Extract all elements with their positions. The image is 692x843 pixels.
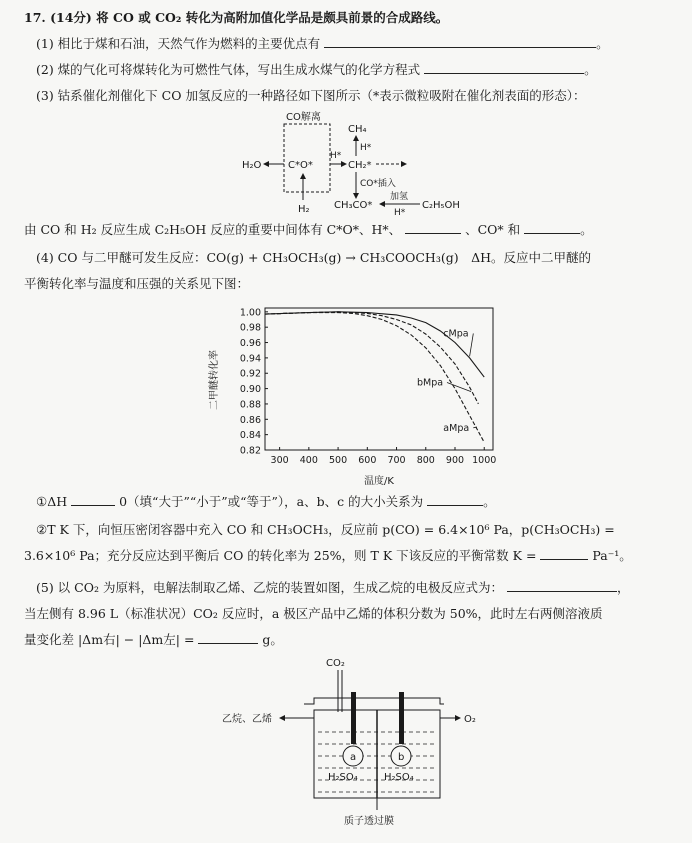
ch3co-label: CH₃CO* <box>334 200 373 211</box>
o2-label: O₂ <box>464 714 476 725</box>
part4-q2-line2b: Pa⁻¹。 <box>592 548 632 563</box>
co-insert-label: CO*插入 <box>360 179 396 189</box>
co-dissociation-box <box>284 124 330 192</box>
answer-blank-5a[interactable] <box>507 591 617 592</box>
electrode-b-label: b <box>398 752 405 763</box>
part5-line3 <box>24 632 283 648</box>
electrode-b-rod <box>399 692 404 744</box>
co-hydrogenation-pathway <box>240 108 490 216</box>
part1-line: (1) 相比于煤和石油，天然气作为燃料的主要优点有 。 <box>36 36 609 51</box>
part2-text: (2) 煤的气化可将煤转化为可燃性气体，写出生成水煤气的化学方程式 <box>36 62 421 77</box>
right-solution-label: H₂SO₄ <box>384 772 414 783</box>
part3-intermediates-pre: 由 CO 和 H₂ 反应生成 C₂H₅OH 反应的重要中间体有 C*O*、H*、 <box>24 222 402 237</box>
series-label-b: bMpa <box>417 377 444 389</box>
x-tick-label: 400 <box>299 455 318 466</box>
ch2-label: CH₂* <box>348 160 372 171</box>
answer-blank-3a[interactable] <box>405 233 461 234</box>
y-tick-label: 0.88 <box>239 399 261 411</box>
answer-blank-4b[interactable] <box>427 505 483 506</box>
part3-intermediates-line: 由 CO 和 H₂ 反应生成 C₂H₅OH 反应的重要中间体有 C*O*、H*、 、CO* 和 。 <box>24 222 593 237</box>
x-tick-label: 700 <box>387 455 406 466</box>
series-line-bMpa <box>265 312 478 404</box>
part3-text: (3) 钴系催化剂催化下 CO 加氢反应的一种路径如下图所示（*表示微粒吸附在催化剂表面的形态）： <box>36 88 586 103</box>
co2-inlet-label: CO₂ <box>326 658 345 669</box>
chart-series-labels <box>417 328 477 433</box>
part5-line1-text: (5) 以 CO₂ 为原料，电解法制取乙烯、乙烷的装置如图，生成乙烷的电极反应式为： <box>36 580 503 595</box>
series-label-c: cMpa <box>443 328 469 340</box>
part5-line2: 当左侧有 8.96 L（标准状况）CO₂ 反应时，a 极区产品中乙烯的体积分数为 50%，此时左右两侧溶液质 <box>24 606 603 621</box>
y-tick-label: 0.82 <box>239 445 261 457</box>
part4-q2-line1: ②T K 下，向恒压密闭容器中充入 CO 和 CH₃OCH₃，反应前 p(CO) = 6.4×10⁶ Pa，p(CH₃OCH₃) = <box>36 522 615 537</box>
hstar-label: H* <box>330 151 342 161</box>
x-tick-label: 500 <box>329 455 348 466</box>
y-tick-label: 0.98 <box>239 322 261 334</box>
part4-line2: 平衡转化率与温度和压强的关系见下图： <box>24 276 250 291</box>
answer-blank-4a[interactable] <box>71 505 115 506</box>
part4-q1-a: ①ΔH <box>36 494 68 509</box>
x-tick-label: 1000 <box>472 455 497 466</box>
coo-label: C*O* <box>288 160 313 171</box>
chart-ylabel: 二甲醚转化率 <box>209 350 220 410</box>
ch4-label: CH₄ <box>348 124 367 135</box>
conversion-chart <box>205 298 505 486</box>
co-dissociation-label: CO解离 <box>286 112 321 123</box>
membrane-label: 质子透过膜 <box>344 816 394 827</box>
series-label-a: aMpa <box>443 422 470 434</box>
answer-blank-5b[interactable] <box>198 643 258 644</box>
answer-blank-1[interactable] <box>324 47 596 48</box>
y-tick-label: 0.86 <box>239 414 261 426</box>
h2-label: H₂ <box>298 204 310 215</box>
electrolysis-cell-diagram <box>214 652 484 832</box>
jiaqing-label: 加氢 <box>390 192 409 202</box>
cell-lid <box>304 698 444 704</box>
y-tick-label: 0.94 <box>239 353 261 365</box>
y-tick-label: 0.92 <box>239 368 261 380</box>
electrode-a-rod <box>351 692 356 744</box>
y-tick-label: 1.00 <box>239 307 261 319</box>
part4-line1: (4) CO 与二甲醚可发生反应：CO(g) + CH₃OCH₃(g) → CH₃COOCH₃(g) ΔH。反应中二甲醚的 <box>36 250 592 265</box>
part5-line1: (5) 以 CO₂ 为原料，电解法制取乙烯、乙烷的装置如图，生成乙烷的电极反应式为： ， <box>36 580 630 595</box>
y-tick-label: 0.96 <box>239 338 261 350</box>
part4-q2-line2a: 3.6×10⁶ Pa；充分反应达到平衡后 CO 的转化率为 25%，则 T K 下该反应的平衡常数 K = <box>24 548 537 563</box>
answer-blank-2[interactable] <box>424 73 584 74</box>
y-tick-label: 0.84 <box>239 430 261 442</box>
hstar-bottom-label: H* <box>394 208 406 216</box>
electrode-a-label: a <box>350 752 357 763</box>
series-label-leader-c <box>470 333 474 356</box>
part3-intermediates-mid: 、CO* 和 <box>465 222 521 237</box>
x-tick-label: 300 <box>270 455 289 466</box>
answer-blank-3b[interactable] <box>524 233 580 234</box>
c2h5oh-label: C₂H₅OH <box>422 200 460 211</box>
part1-text: (1) 相比于煤和石油，天然气作为燃料的主要优点有 <box>36 36 321 51</box>
y-tick-label: 0.90 <box>239 384 261 396</box>
x-tick-label: 600 <box>358 455 377 466</box>
h2o-label: H₂O <box>242 160 262 171</box>
left-outlet-label: 乙烷、乙烯 <box>222 714 272 725</box>
hstar-up-label: H* <box>360 143 372 153</box>
part4-q1-b: 0（填“大于”“小于”或“等于”），a、b、c 的大小关系为 <box>119 494 424 509</box>
part5-line3a: 量变化差 |Δm右| − |Δm左| = <box>24 632 195 647</box>
part2-line: (2) 煤的气化可将煤转化为可燃性气体，写出生成水煤气的化学方程式 。 <box>36 62 597 77</box>
part5-line3b: g。 <box>262 632 283 647</box>
series-line-cMpa <box>265 312 484 377</box>
chart-xlabel: 温度/K <box>364 476 394 486</box>
x-tick-label: 800 <box>416 455 435 466</box>
x-tick-label: 900 <box>445 455 465 466</box>
part4-q1-line: ①ΔH 0（填“大于”“小于”或“等于”），a、b、c 的大小关系为 。 <box>36 494 496 509</box>
answer-blank-4c[interactable] <box>540 559 588 560</box>
part4-q2-line2 <box>24 548 632 564</box>
left-solution-label: H₂SO₄ <box>328 772 358 783</box>
question-header: 17. (14分) 将 CO 或 CO₂ 转化为高附加值化学品是颇具前景的合成路线。 <box>24 10 449 25</box>
